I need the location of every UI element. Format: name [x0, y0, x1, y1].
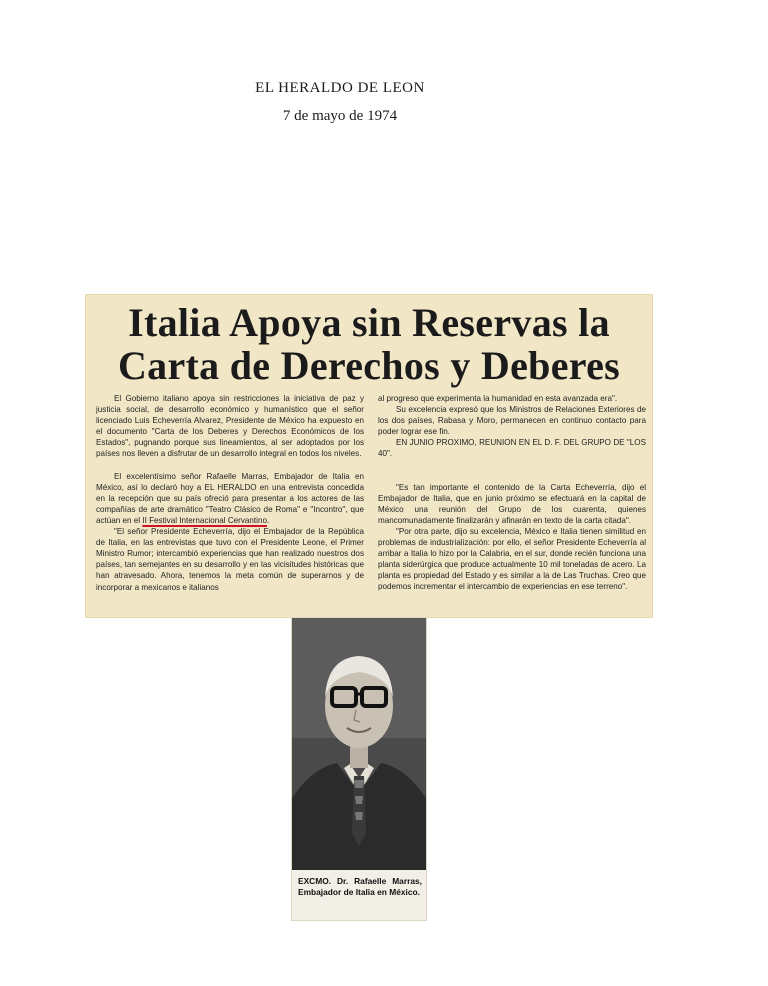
paragraph-5: Su excelencia expresó que los Ministros de Relaciones Exteriores de los dos países, Rabasa y Moro, permanecen en continuo contacto para poder lograr ese fin. — [378, 405, 646, 437]
portrait-illustration — [292, 618, 426, 870]
paragraph-2 — [96, 471, 364, 526]
paragraph-7: "Por otra parte, dijo su excelencia, México e Italia tienen similitud en problemas de industrialización: por ello, el señor Presidente Echeverría al arribar a Italia lo hizo por la Calabria, en el sur, donde recién funciona una planta siderúrgica que produce actualmente 10 mil toneladas de acero. La planta es propiedad del Estado y es similar a la de Las Truchas. Creo que podemos incrementar el intercambio de experiencias en ese terreno". — [378, 526, 646, 592]
publication-date: 7 de mayo de 1974 — [282, 108, 398, 124]
article-headline — [86, 301, 652, 387]
photo-clipping — [292, 618, 426, 920]
article-subhead: EN JUNIO PROXIMO, REUNION EN EL D. F. DEL GRUPO DE "LOS 40". — [378, 438, 646, 459]
article-column-left — [96, 393, 364, 593]
article-column-right — [378, 393, 646, 593]
paragraph-4: al progreso que experimenta la humanidad en esta avanzada era". — [378, 394, 618, 403]
photo-caption: EXCMO. Dr. Rafaelle Marras, Embajador de Italia en México. — [298, 876, 422, 897]
ambassador-portrait — [292, 618, 426, 870]
headline-line-1: Italia Apoya sin Reservas la — [128, 300, 610, 345]
paragraph-2-end: . — [266, 515, 270, 525]
paragraph-3: "El señor Presidente Echeverría, dijo el Embajador de la República de Italia, en las entrevistas que tuvo con el Presidente Leone, el Primer Ministro Rumor; intercambió experiencias que han realizado nuestros dos países, tan semejantes en su desarrollo y en las vicisitudes históricas que han atravesado. Ahora, tenemos la meta común de superarnos y de incorporar a mexicanos e italianos — [96, 527, 364, 592]
paragraph-6: "Es tan importante el contenido de la Carta Echeverría, dijo el Embajador de Italia, que en junio próximo se efectuará en la capital de México una reunión del Grupo de los cuarenta, quienes mancomunadamente finalizarán y afinarán en texto de la carta citada". — [378, 482, 646, 525]
headline-line-2: Carta de Derechos y Deberes — [117, 343, 621, 388]
newspaper-name: EL HERALDO DE LEON — [255, 80, 425, 96]
paragraph-1: El Gobierno italiano apoya sin restricciones la iniciativa de paz y justicia social, de desarrollo económico y humanístico que el señor licenciado Luis Echeverría Alvarez, Presidente de México ha expuesto en el documento "Carta de los Deberes y Derechos Económicos de los Estados", pugnando porque sus lineamientos, al ser adoptados por los países nos lleven a disfrutar de un desarrollo integral en todos los niveles. — [96, 394, 364, 459]
newspaper-clipping — [86, 295, 652, 617]
paragraph-2-text: El excelentísimo señor Rafaelle Marras, Embajador de Italia en México, así lo declaró hoy a EL HERALDO en una entrevista concedida en la recepción que su país ofreció para presentar a los actores de las compañías de arte dramático "Teatro Clásico de Roma" e "Incontro", que actúan en el — [96, 471, 364, 525]
festival-highlight: II Festival Internacional Cervantino — [142, 515, 267, 525]
